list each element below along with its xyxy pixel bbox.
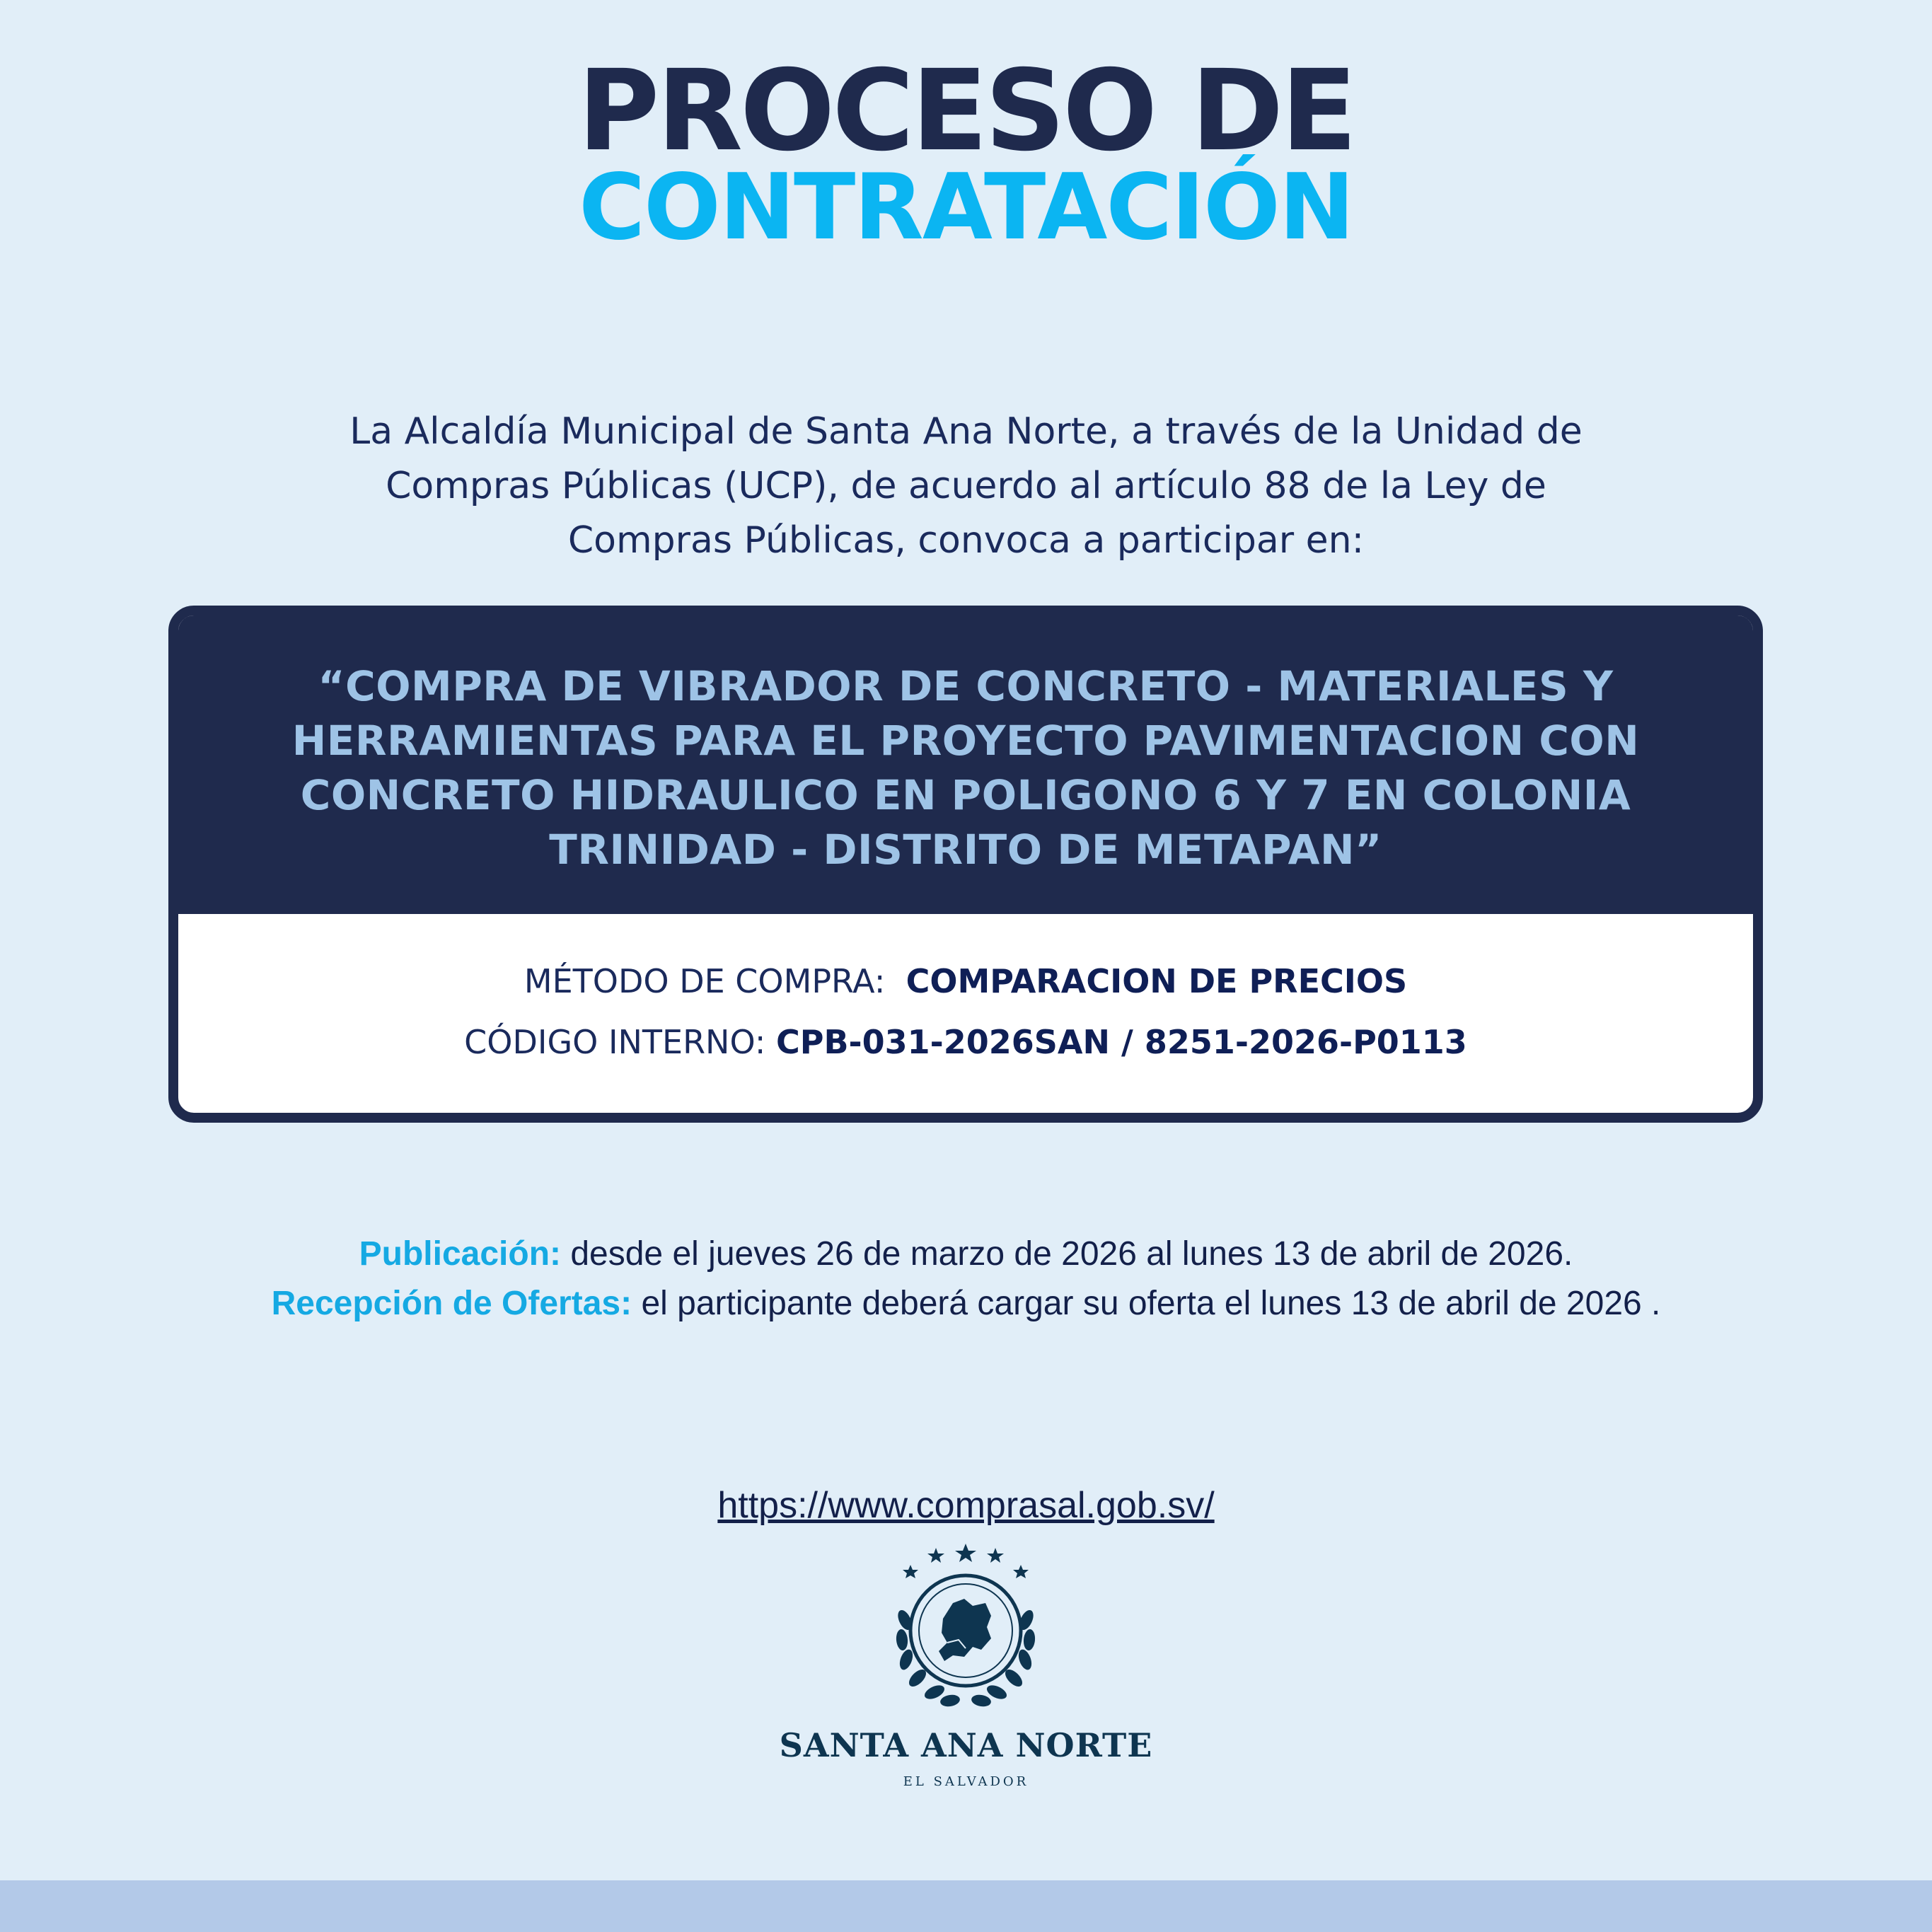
process-title-line: “COMPRA DE VIBRADOR DE CONCRETO - MATERIALES Y <box>318 662 1614 710</box>
comprasal-link[interactable]: https://www.comprasal.gob.sv/ <box>717 1485 1215 1526</box>
intro-line: La Alcaldía Municipal de Santa Ana Norte, a través de la Unidad de <box>349 410 1583 453</box>
footer-bar <box>0 1880 1932 1932</box>
internal-code-row <box>178 1023 1753 1061</box>
publication-text: desde el jueves 26 de marzo de 2026 al lunes 13 de abril de 2026. <box>570 1235 1573 1273</box>
brand-name: SANTA ANA NORTE <box>779 1726 1153 1764</box>
process-title-line: CONCRETO HIDRAULICO EN POLIGONO 6 Y 7 EN COLONIA <box>300 771 1631 819</box>
title-line-1: PROCESO DE <box>577 46 1355 176</box>
reception-row <box>0 1279 1932 1329</box>
internal-code-value: CPB-031-2026SAN / 8251-2026-P0113 <box>776 1023 1467 1061</box>
purchase-method-value: COMPARACION DE PRECIOS <box>906 962 1408 1000</box>
purchase-method-row <box>178 962 1753 1000</box>
internal-code-label: CÓDIGO INTERNO: <box>464 1023 766 1061</box>
process-card-header <box>178 615 1753 914</box>
intro-line: Compras Públicas, convoca a participar en: <box>567 519 1365 562</box>
process-title-line: HERRAMIENTAS PARA EL PROYECTO PAVIMENTACION CON <box>291 717 1640 765</box>
municipal-seal-icon <box>874 1535 1058 1726</box>
intro-paragraph <box>233 405 1699 568</box>
process-title-line: TRINIDAD - DISTRITO DE METAPAN” <box>549 826 1382 874</box>
reception-text: el participante deberá cargar su oferta el lunes 13 de abril de 2026 . <box>641 1285 1661 1322</box>
title-line-2: CONTRATACIÓN <box>579 155 1353 260</box>
publication-label: Publicación: <box>359 1235 561 1273</box>
process-title <box>221 659 1711 877</box>
intro-line: Compras Públicas (UCP), de acuerdo al artículo 88 de la Ley de <box>386 465 1546 507</box>
reception-label: Recepción de Ofertas: <box>271 1285 632 1322</box>
process-card <box>168 606 1763 1123</box>
dates-block <box>0 1230 1932 1329</box>
brand-country: EL SALVADOR <box>903 1774 1029 1789</box>
publication-row <box>0 1230 1932 1279</box>
purchase-method-label: MÉTODO DE COMPRA: <box>524 962 886 1000</box>
